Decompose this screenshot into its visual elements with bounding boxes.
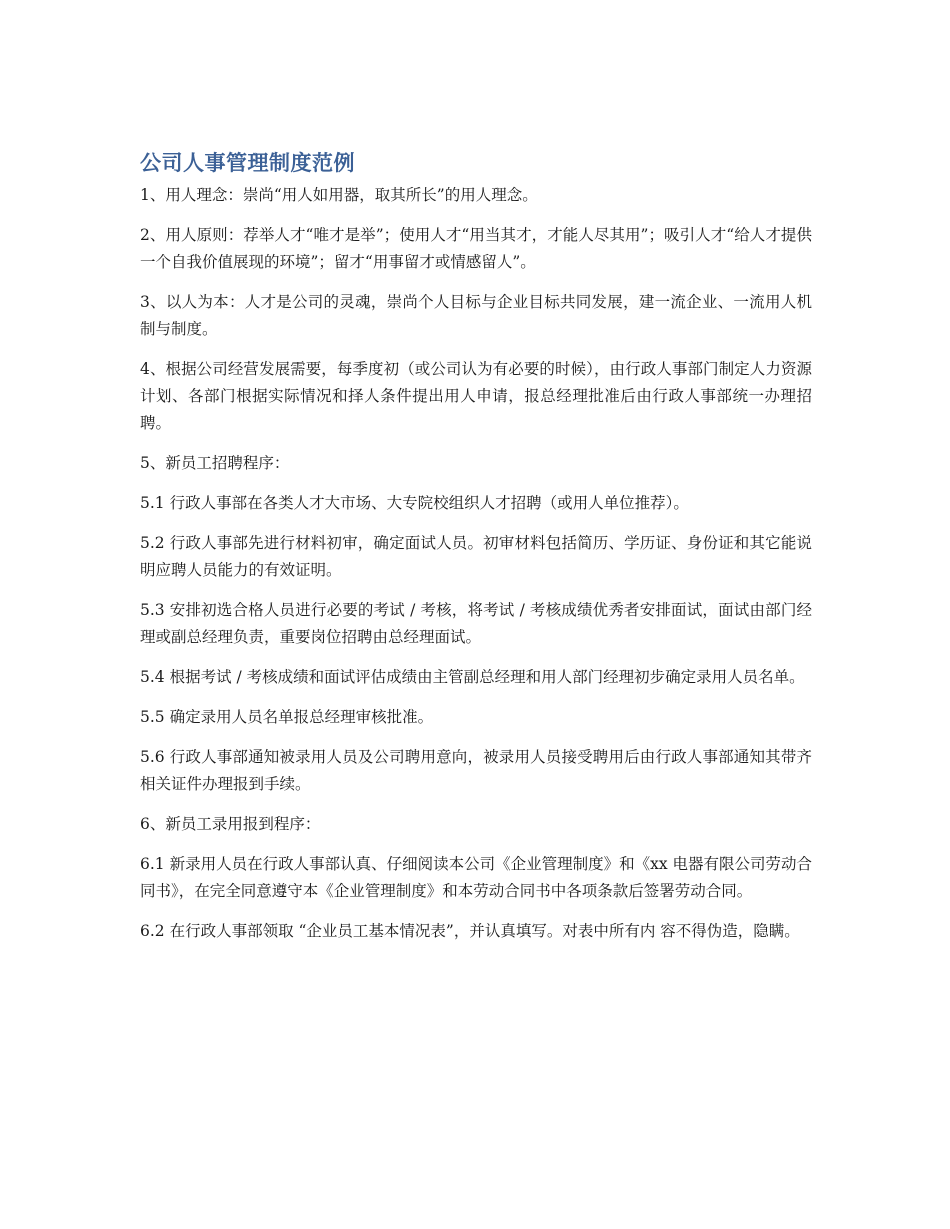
paragraph-2: 2、用人原则：荐举人才“唯才是举”；使用人才“用当其才，才能人尽其用”；吸引人才“给人才提供一个自我价值展现的环境”；留才“用事留才或情感留人”。 xyxy=(140,226,812,271)
paragraph-6: 6、新员工录用报到程序： xyxy=(140,815,321,833)
paragraph-5-3: 5.3 安排初选合格人员进行必要的考试 / 考核，将考试 / 考核成绩优秀者安排面试，面试由部门经理或副总经理负责，重要岗位招聘由总经理面试。 xyxy=(140,601,812,646)
paragraph-5-4: 5.4 根据考试 / 考核成绩和面试评估成绩由主管副总经理和用人部门经理初步确定录用人员名单。 xyxy=(140,668,805,686)
paragraph-5-6: 5.6 行政人事部通知被录用人员及公司聘用意向，被录用人员接受聘用后由行政人事部通知其带齐相关证件办理报到手续。 xyxy=(140,748,812,793)
paragraph-6-2: 6.2 在行政人事部领取 “企业员工基本情况表”，并认真填写。对表中所有内 容不得伪造，隐瞒。 xyxy=(140,922,800,940)
document-title: 公司人事管理制度范例 xyxy=(140,151,355,175)
paragraph-3: 3、以人为本：人才是公司的灵魂，崇尚个人目标与企业目标共同发展，建一流企业、一流用人机制与制度。 xyxy=(140,293,812,338)
paragraph-5: 5、新员工招聘程序： xyxy=(140,454,290,472)
paragraph-6-1: 6.1 新录用人员在行政人事部认真、仔细阅读本公司《企业管理制度》和《xx 电器有限公司劳动合同书》，在完全同意遵守本《企业管理制度》和本劳动合同书中各项条款后签署劳动合同。 xyxy=(140,855,812,900)
paragraph-5-5: 5.5 确定录用人员名单报总经理审核批准。 xyxy=(140,708,434,726)
paragraph-4: 4、根据公司经营发展需要，每季度初（或公司认为有必要的时候），由行政人事部门制定人力资源计划、各部门根据实际情况和择人条件提出用人申请，报总经理批准后由行政人事部统一办理招聘。 xyxy=(140,360,812,432)
document-page xyxy=(140,148,812,958)
paragraph-5-1: 5.1 行政人事部在各类人才大市场、大专院校组织人才招聘（或用人单位推荐）。 xyxy=(140,494,689,512)
paragraph-1: 1、用人理念：崇尚“用人如用器，取其所长”的用人理念。 xyxy=(140,186,538,204)
paragraph-5-2: 5.2 行政人事部先进行材料初审，确定面试人员。初审材料包括简历、学历证、身份证和其它能说明应聘人员能力的有效证明。 xyxy=(140,534,812,579)
